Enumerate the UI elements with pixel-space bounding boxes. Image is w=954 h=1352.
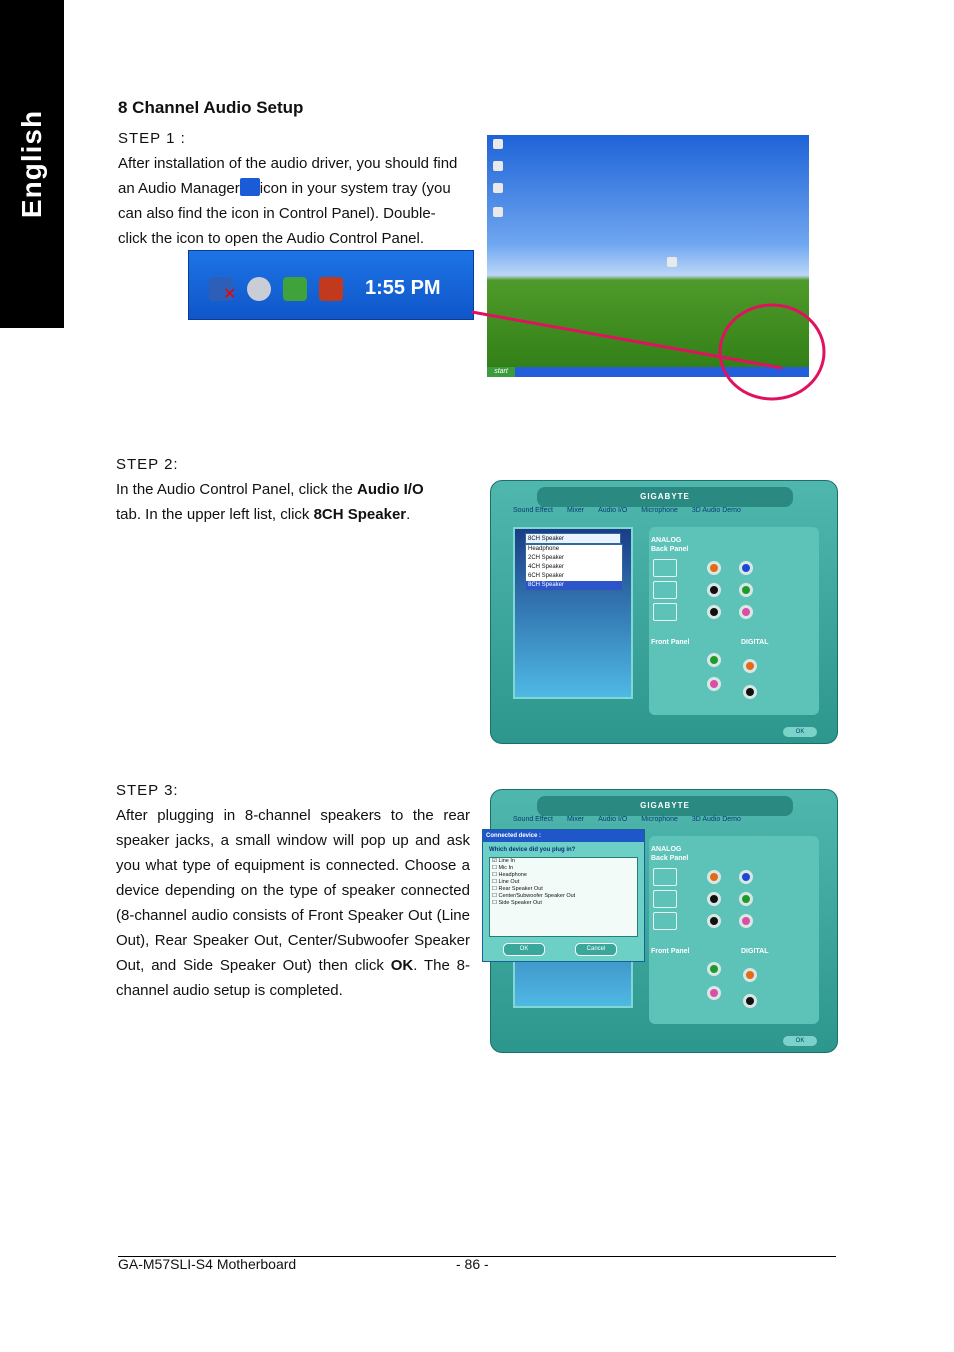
jack-black[interactable] — [707, 892, 721, 906]
speaker-dropdown[interactable]: 8CH Speaker — [525, 533, 621, 544]
dropdown-option-selected[interactable]: 8CH Speaker — [526, 581, 622, 590]
section-heading: 8 Channel Audio Setup — [118, 98, 304, 117]
digital-label: DIGITAL — [741, 639, 769, 646]
tab-microphone[interactable]: Microphone — [641, 816, 678, 823]
device-option[interactable]: ☐ Headphone — [492, 872, 527, 878]
jack-black[interactable] — [707, 583, 721, 597]
device-option-checked[interactable]: ☑ Line In — [492, 858, 515, 864]
dialog-cancel-button[interactable]: Cancel — [575, 943, 617, 956]
jack-green[interactable] — [739, 583, 753, 597]
step2-label: STEP 2: — [116, 456, 179, 473]
analog-label: ANALOG — [651, 846, 682, 853]
tab-3d-audio-demo[interactable]: 3D Audio Demo — [691, 507, 741, 514]
step2-line-part: In the Audio Control Panel, click the — [116, 481, 357, 498]
step1-line: can also find the icon in Control Panel). Double- — [118, 205, 436, 222]
dialog-ok-button[interactable]: OK — [503, 943, 545, 956]
ok-button[interactable]: OK — [783, 1036, 817, 1046]
step1-line: click the icon to open the Audio Control Panel. — [118, 230, 425, 247]
step1-label: STEP 1 : — [118, 130, 186, 147]
jack-gray[interactable] — [707, 914, 721, 928]
dropdown-option[interactable]: 4CH Speaker — [528, 564, 565, 570]
audio-panel-step2 — [490, 480, 838, 744]
device-option-label: Line Out — [498, 879, 520, 885]
step2-line — [116, 477, 456, 502]
tray-clock: 1:55 PM — [365, 277, 441, 299]
jack-orange[interactable] — [707, 561, 721, 575]
tab-3d-audio-demo[interactable]: 3D Audio Demo — [691, 816, 741, 823]
step3-paragraph-part: . The 8-channel audio setup is completed. — [116, 957, 470, 999]
front-jack-green[interactable] — [707, 653, 721, 667]
front-jack-pink[interactable] — [707, 986, 721, 1000]
callout-circle — [720, 305, 824, 399]
jack-gray[interactable] — [707, 605, 721, 619]
spdif-jack[interactable] — [743, 659, 757, 673]
dropdown-option[interactable]: 6CH Speaker — [528, 573, 565, 579]
front-jack-pink[interactable] — [707, 677, 721, 691]
device-option[interactable]: ☐ Side Speaker Out — [492, 900, 542, 906]
tab-bar — [513, 507, 755, 514]
front-jack-green[interactable] — [707, 962, 721, 976]
device-option-label: Headphone — [498, 872, 527, 878]
back-panel-label: Back Panel — [651, 546, 689, 553]
tab-mixer[interactable]: Mixer — [566, 816, 585, 823]
coax-jack[interactable] — [743, 994, 757, 1008]
speaker-icon — [653, 559, 677, 577]
back-panel-label: Back Panel — [651, 855, 689, 862]
device-option-label: Side Speaker Out — [498, 900, 542, 906]
analog-label: ANALOG — [651, 537, 682, 544]
step2-line — [116, 502, 456, 527]
device-list — [489, 857, 638, 937]
spdif-jack[interactable] — [743, 968, 757, 982]
digital-label: DIGITAL — [741, 948, 769, 955]
tab-microphone[interactable]: Microphone — [641, 507, 678, 514]
device-option-label: Center/Subwoofer Speaker Out — [498, 893, 576, 899]
step3-paragraph — [116, 803, 470, 1003]
step1-line-part: icon in your system tray (you — [259, 180, 451, 197]
jack-view — [649, 527, 819, 715]
speaker-icon — [653, 603, 677, 621]
callout-overlay — [0, 0, 954, 420]
device-option-label: Mic In — [498, 865, 514, 871]
device-option[interactable]: ☐ Line Out — [492, 879, 520, 885]
speaker-icon — [653, 890, 677, 908]
step1-line-part: an Audio Manager — [118, 180, 240, 197]
speaker-icon — [653, 868, 677, 886]
step2-text — [116, 452, 456, 527]
tab-sound-effect[interactable]: Sound Effect — [513, 816, 553, 823]
step3-text — [116, 778, 470, 1003]
speaker-dropdown-list — [525, 544, 623, 591]
step3-label: STEP 3: — [116, 782, 179, 799]
speaker-icon — [653, 912, 677, 930]
tab-sound-effect[interactable]: Sound Effect — [513, 507, 553, 514]
dialog-title: Connected device : — [483, 830, 644, 842]
step3-paragraph-part: OK — [390, 957, 414, 974]
dropdown-option[interactable]: 2CH Speaker — [528, 555, 565, 561]
device-option-label: Rear Speaker Out — [498, 886, 543, 892]
jack-blue[interactable] — [739, 561, 753, 575]
jack-green[interactable] — [739, 892, 753, 906]
jack-view — [649, 836, 819, 1024]
step2-line-part: 8CH Speaker — [313, 506, 407, 523]
device-option-label: Line In — [498, 858, 515, 864]
ok-button[interactable]: OK — [783, 727, 817, 737]
step2-line-part: . — [406, 506, 411, 523]
speaker-icon — [653, 581, 677, 599]
error-x-icon: ✕ — [223, 286, 237, 303]
front-panel-label: Front Panel — [651, 948, 690, 955]
tab-audio-io[interactable]: Audio I/O — [598, 507, 628, 514]
jack-orange[interactable] — [707, 870, 721, 884]
step2-line-part: tab. In the upper left list, click — [116, 506, 314, 523]
start-button[interactable]: start — [487, 367, 515, 377]
jack-pink[interactable] — [739, 605, 753, 619]
device-option[interactable]: ☐ Rear Speaker Out — [492, 886, 543, 892]
step3-paragraph-part: After plugging in 8-channel speakers to the rear speaker jacks, a small window will pop up and ask you what type of equipment is connected. Choose a device depending on the type of speaker connected (8-channel audio consists of Front Speaker Out (Line Out), Rear Speaker Out, Center/Subwoofer Speaker Out, and Side Speaker Out) then click — [116, 807, 470, 974]
step1-line: After installation of the audio driver, you should find — [118, 155, 458, 172]
tab-audio-io[interactable]: Audio I/O — [598, 816, 628, 823]
brand-bar: GIGABYTE — [537, 796, 793, 816]
front-panel-label: Front Panel — [651, 639, 690, 646]
brand-bar: GIGABYTE — [537, 487, 793, 507]
jack-blue[interactable] — [739, 870, 753, 884]
coax-jack[interactable] — [743, 685, 757, 699]
connected-device-dialog — [482, 829, 645, 962]
device-option[interactable]: ☐ Mic In — [492, 865, 514, 871]
footer-model: GA-M57SLI-S4 Motherboard — [118, 1256, 297, 1272]
dialog-question: Which device did you plug in? — [489, 847, 576, 853]
page-number: - 86 - — [456, 1256, 489, 1272]
device-option[interactable]: ☐ Center/Subwoofer Speaker Out — [492, 893, 576, 899]
side-tab-label: English — [16, 109, 47, 219]
jack-pink[interactable] — [739, 914, 753, 928]
step2-line-part: Audio I/O — [356, 481, 424, 498]
tab-bar — [513, 816, 755, 823]
dropdown-option[interactable]: Headphone — [528, 546, 560, 552]
tab-mixer[interactable]: Mixer — [566, 507, 585, 514]
